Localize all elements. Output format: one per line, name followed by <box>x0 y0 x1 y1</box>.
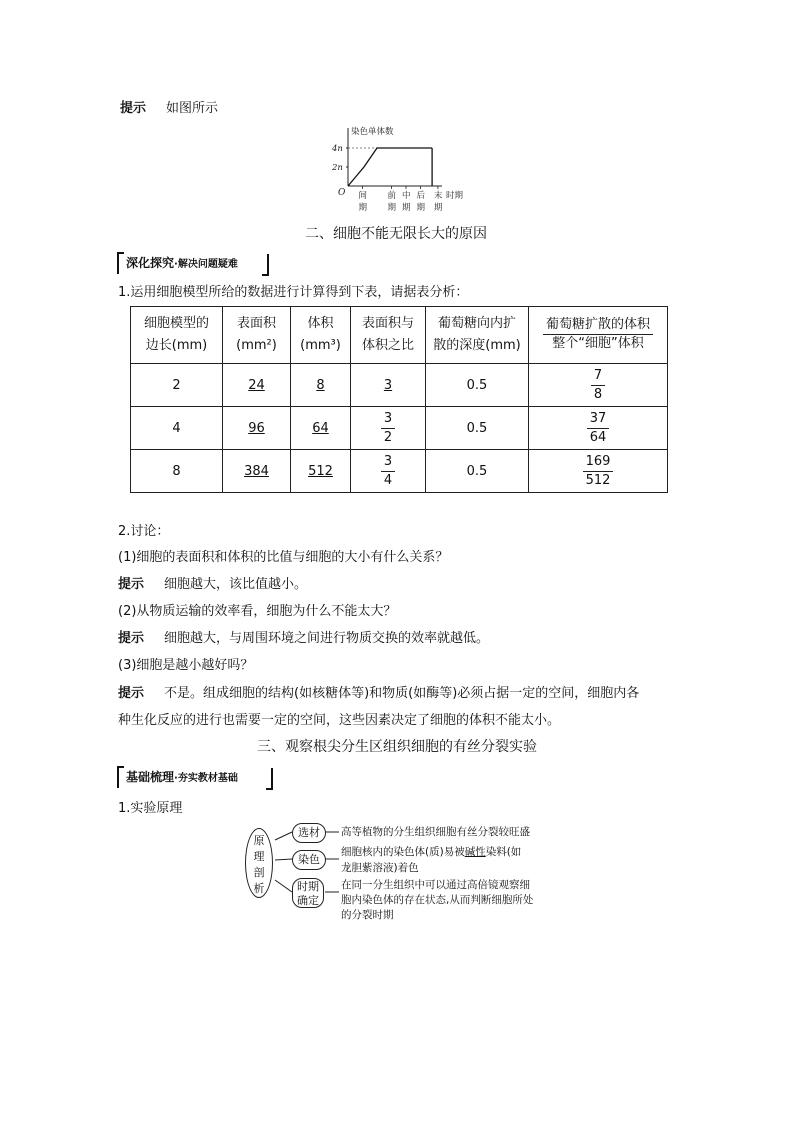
cell-volume: 64 <box>291 407 351 450</box>
cell-area: 96 <box>223 407 291 450</box>
x-tick-label-top: 中 <box>402 191 411 201</box>
discussion-title: 2.讨论： <box>118 524 170 539</box>
cell-model-table <box>130 306 668 493</box>
discussion-q2: (2)从物质运输的效率看，细胞为什么不能太大？ <box>118 604 397 619</box>
cell-depth: 0.5 <box>426 450 529 493</box>
cell-area: 384 <box>223 450 291 493</box>
cell-depth: 0.5 <box>426 364 529 407</box>
y-axis-label: 染色单体数 <box>351 127 394 137</box>
banner-main: 基础梳理 <box>126 770 175 784</box>
principle-title: 1.实验原理 <box>118 801 183 816</box>
header-cell: 细胞模型的 边长(mm) <box>131 307 223 364</box>
text-staining-line2: 龙胆紫溶液)着色 <box>341 862 419 874</box>
text-phase-line1: 在同一分生组织中可以通过高倍镜观察细 <box>341 879 530 891</box>
hint-text: 如图所示 <box>166 101 219 116</box>
text-phase-line2: 胞内染色体的存在状态,从而判断细胞所处 <box>341 894 534 906</box>
cell-edge: 2 <box>131 364 223 407</box>
label-staining: 染色 <box>292 850 326 870</box>
label-material: 选材 <box>292 823 326 843</box>
x-axis-label: 时期 <box>446 191 464 201</box>
question-1: 1.运用细胞模型所给的数据进行计算得到下表，请据表分析： <box>118 285 469 300</box>
x-tick-label-bottom: 期 <box>402 203 411 213</box>
hint-label: 提示 <box>118 686 145 701</box>
header-cell: 表面积 (mm²) <box>223 307 291 364</box>
cell-ratio: 3 <box>351 364 426 407</box>
discussion-a3-line1: 不是。组成细胞的结构(如核糖体等)和物质(如酶等)必须占据一定的空间，细胞内各 <box>164 686 640 701</box>
discussion-q3: (3)细胞是越小越好吗？ <box>118 658 254 673</box>
x-tick-label-top: 末 <box>433 191 443 201</box>
discussion-a2: 细胞越大，与周围环境之间进行物质交换的效率就越低。 <box>164 631 490 646</box>
banner-deep-inquiry <box>117 252 269 274</box>
x-tick-label-bottom: 期 <box>416 203 426 213</box>
header-cell: $\frac{\text{葡萄糖扩散的体积}}{\text{整个“细胞”体积}}$ <box>529 307 668 364</box>
banner-basic-review <box>117 766 273 788</box>
cell-depth: 0.5 <box>426 407 529 450</box>
table-header-row <box>131 307 668 364</box>
table-row <box>131 450 668 493</box>
x-tick-label-top: 后 <box>416 191 426 201</box>
discussion-a3-line2: 种生化反应的进行也需要一定的空间，这些因素决定了细胞的体积不能太小。 <box>118 713 561 728</box>
cell-ratio: $\frac{3}{4}$ <box>351 450 426 493</box>
table-row <box>131 364 668 407</box>
principle-center-oval: 原 理 剖 析 <box>245 828 273 898</box>
x-tick-label-bottom: 期 <box>387 203 397 213</box>
cell-volume: 512 <box>291 450 351 493</box>
label-phase: 时期 确定 <box>292 878 324 908</box>
header-cell: 葡萄糖向内扩 散的深度(mm) <box>426 307 529 364</box>
hint-label: 提示 <box>120 101 147 116</box>
series-line <box>348 148 432 186</box>
hint-label: 提示 <box>118 577 145 592</box>
cell-area: 24 <box>223 364 291 407</box>
header-cell: 表面积与 体积之比 <box>351 307 426 364</box>
y-tick-label: 4n <box>332 144 343 154</box>
principle-diagram <box>245 818 565 930</box>
cell-edge: 8 <box>131 450 223 493</box>
discussion-q1: (1)细胞的表面积和体积的比值与细胞的大小有什么关系？ <box>118 550 449 565</box>
table-row <box>131 407 668 450</box>
text-phase-line3: 的分裂时期 <box>341 909 394 921</box>
y-tick-label: 2n <box>332 163 343 173</box>
x-tick-label-bottom: 期 <box>433 203 443 213</box>
header-cell: 体积 (mm³) <box>291 307 351 364</box>
x-tick-label-top: 前 <box>387 191 397 201</box>
cell-edge: 4 <box>131 407 223 450</box>
banner-main: 深化探究 <box>126 256 175 270</box>
cell-ratio: $\frac{3}{2}$ <box>351 407 426 450</box>
banner-sub: ·解决问题疑难 <box>174 259 238 270</box>
text-staining-line1: 细胞核内的染色体(质)易被碱性染料(如 <box>341 846 522 858</box>
hint-label: 提示 <box>118 631 145 646</box>
x-tick-label-top: 间 <box>358 191 368 201</box>
discussion-a1: 细胞越大，该比值越小。 <box>164 577 308 592</box>
banner-sub: ·夯实教材基础 <box>174 773 238 784</box>
origin-label: O <box>338 188 346 198</box>
cell-diffusion: $\frac{169}{512}$ <box>529 450 668 493</box>
x-tick-label-bottom: 期 <box>358 203 368 213</box>
chromatid-count-chart <box>320 122 480 217</box>
section3-title: 三、观察根尖分生区组织细胞的有丝分裂实验 <box>257 739 537 755</box>
section2-title: 二、细胞不能无限长大的原因 <box>305 226 487 242</box>
cell-diffusion: $\frac{37}{64}$ <box>529 407 668 450</box>
cell-diffusion: $\frac{7}{8}$ <box>529 364 668 407</box>
text-material: 高等植物的分生组织细胞有丝分裂较旺盛 <box>341 826 530 838</box>
cell-volume: 8 <box>291 364 351 407</box>
